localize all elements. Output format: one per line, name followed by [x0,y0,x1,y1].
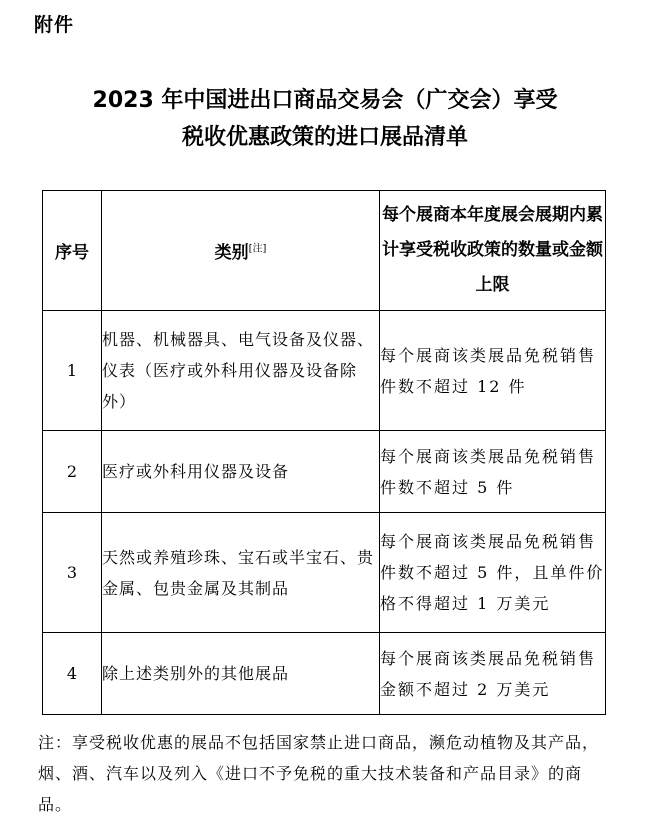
header-no: 序号 [43,191,102,311]
annex-label: 附件 [34,14,75,36]
row-category: 机器、机械器具、电气设备及仪器、仪表（医疗或外科用仪器及设备除外） [102,311,380,431]
row-category: 天然或养殖珍珠、宝石或半宝石、贵金属、包贵金属及其制品 [102,513,380,633]
row-limit: 每个展商该类展品免税销售件数不超过 5 件，且单件价格不得超过 1 万美元 [380,513,606,633]
header-limit: 每个展商本年度展会展期内累计享受税收政策的数量或金额上限 [380,191,606,311]
row-category: 除上述类别外的其他展品 [102,633,380,715]
document-title-line-2: 税收优惠政策的进口展品清单 [181,125,468,150]
row-no: 1 [43,311,102,431]
table-row [43,633,606,715]
header-note-mark: [注] [248,243,267,255]
table-row [43,513,606,633]
row-no: 2 [43,431,102,513]
document-title-line-1: 2023 年中国进出口商品交易会（广交会）享受 [92,88,558,113]
header-category-label: 类别 [214,243,249,263]
row-category: 医疗或外科用仪器及设备 [102,431,380,513]
footnote: 注：享受税收优惠的展品不包括国家禁止进口商品，濒危动植物及其产品，烟、酒、汽车以及列入《进口不予免税的重大技术装备和产品目录》的商品。 [38,733,600,814]
table-row [43,311,606,431]
row-limit: 每个展商该类展品免税销售金额不超过 2 万美元 [380,633,606,715]
row-limit: 每个展商该类展品免税销售件数不超过 12 件 [380,311,606,431]
row-no: 4 [43,633,102,715]
table-header-row [43,191,606,311]
header-category [102,191,380,311]
row-no: 3 [43,513,102,633]
exhibit-list-table [42,190,606,715]
row-limit: 每个展商该类展品免税销售件数不超过 5 件 [380,431,606,513]
table-row [43,431,606,513]
